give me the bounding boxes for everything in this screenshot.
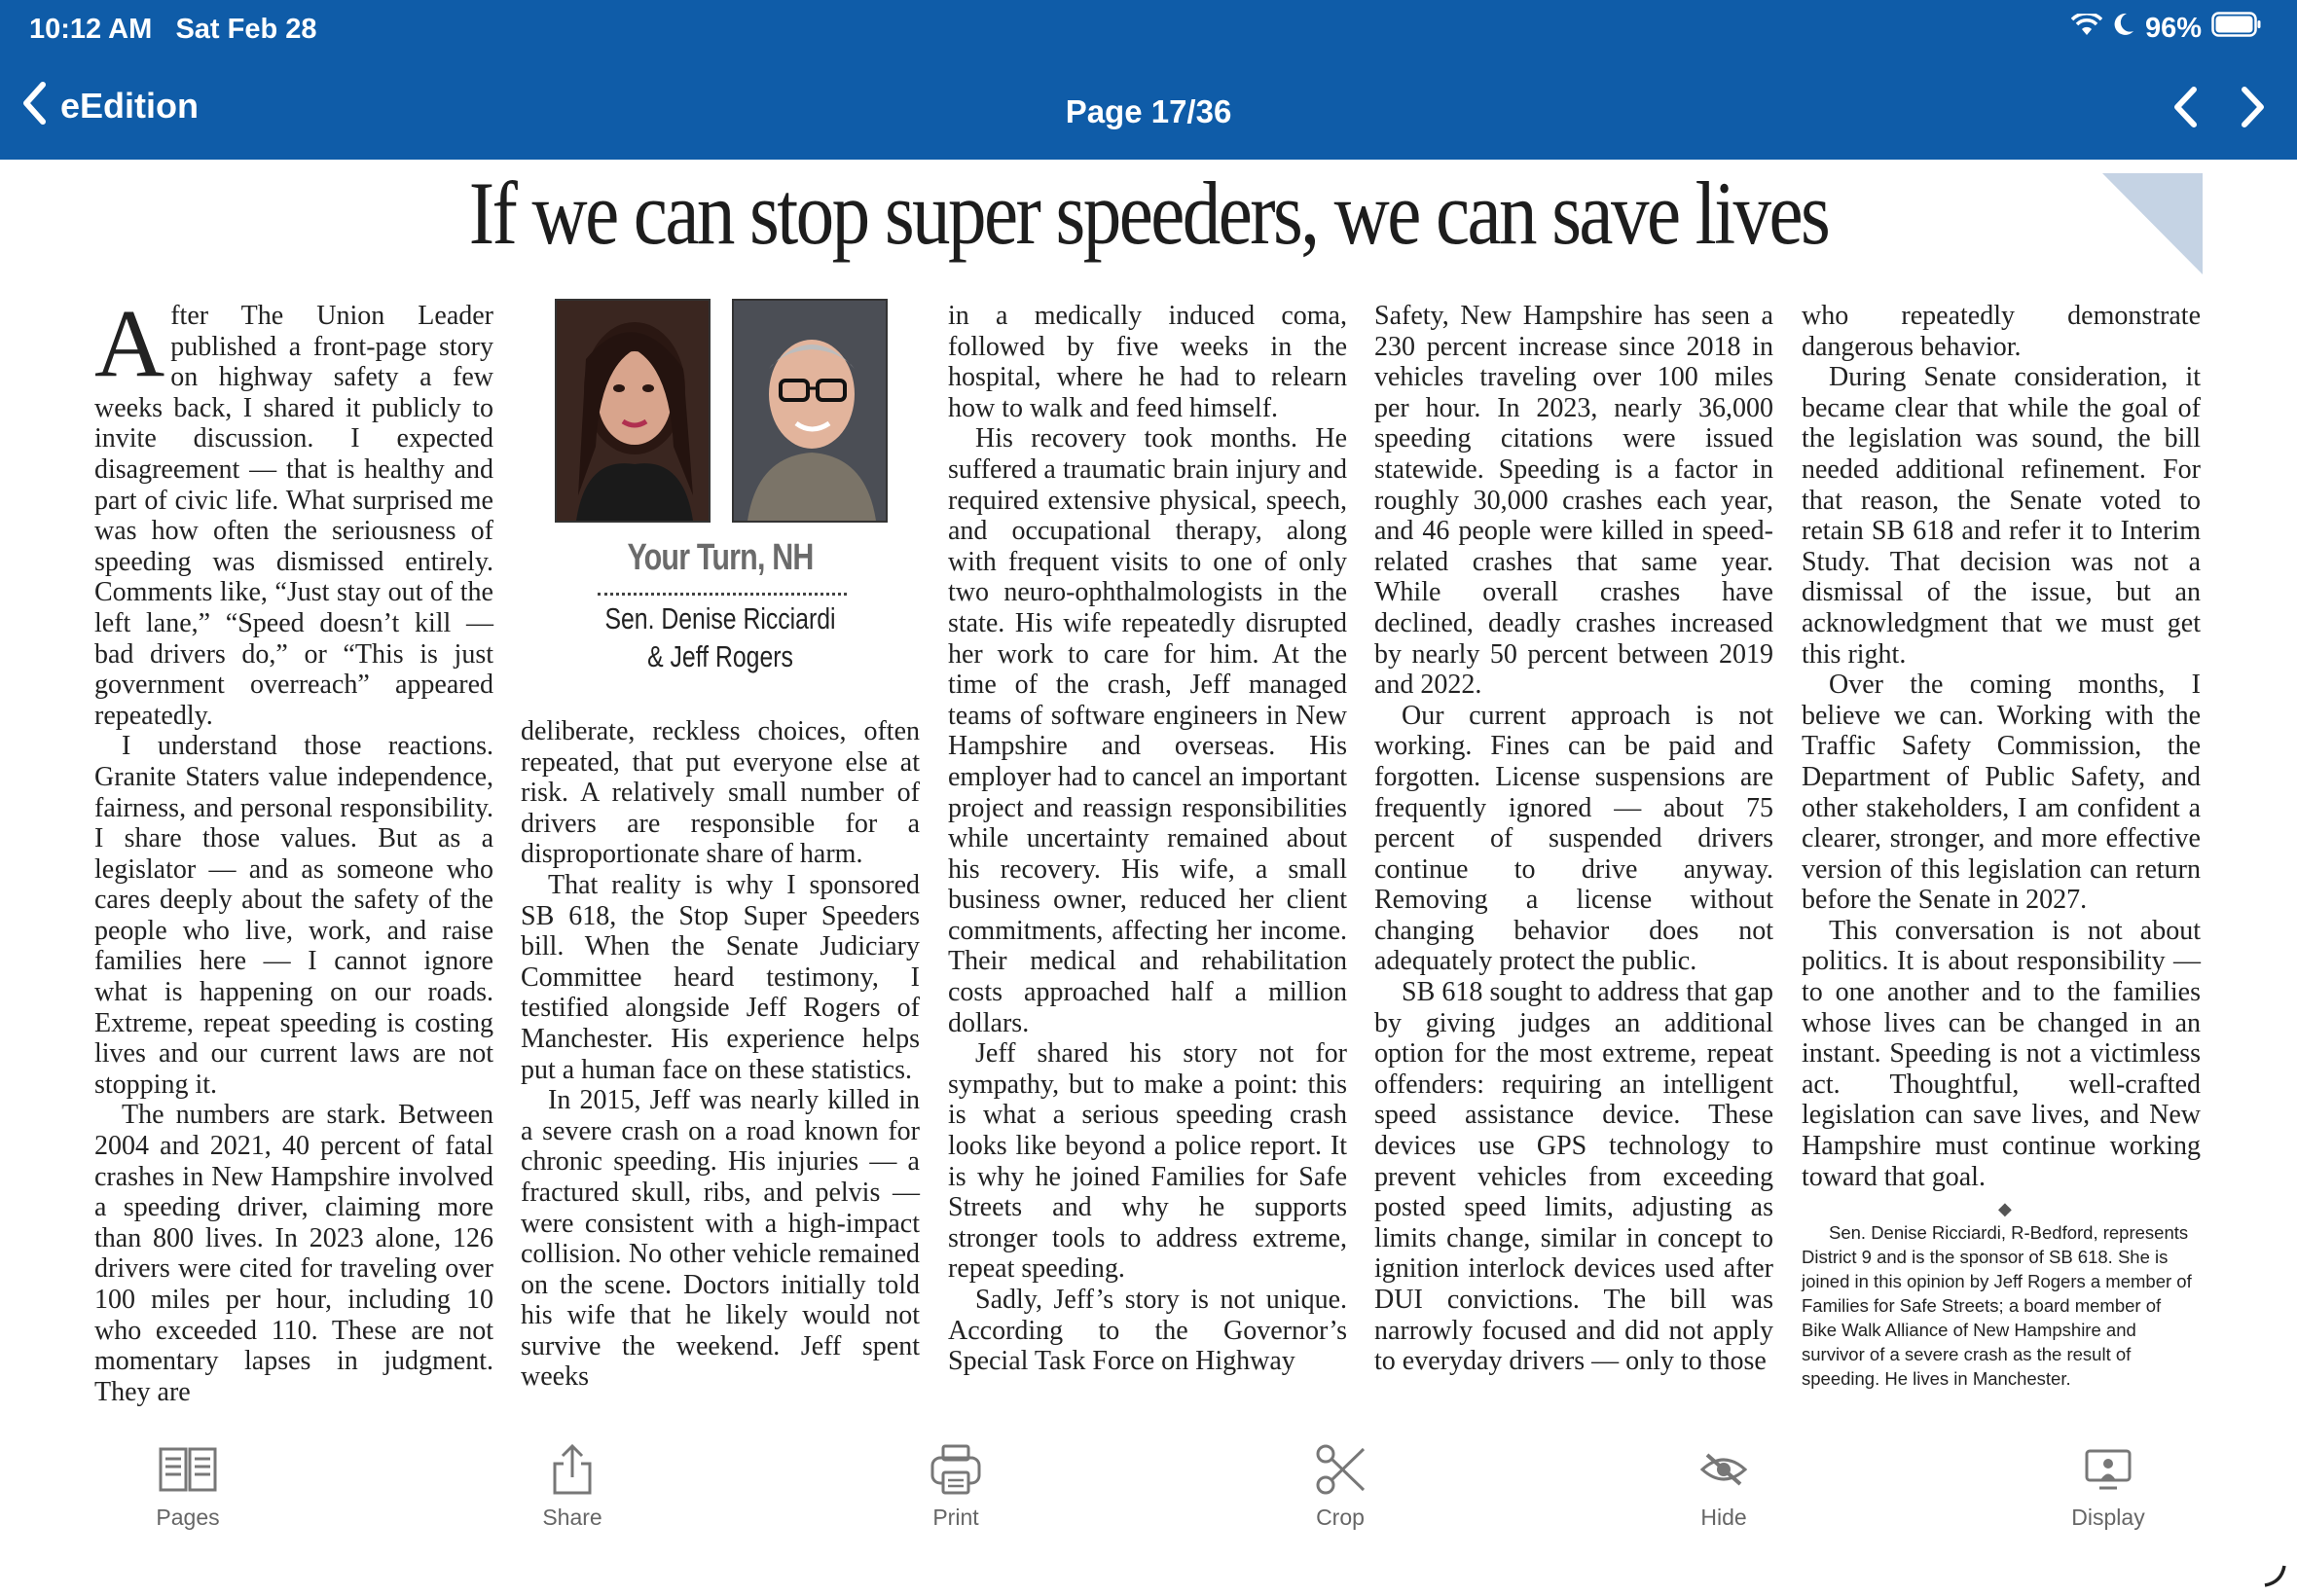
paragraph: That reality is why I sponsored SB 618, the Stop Super Speeders bill. When the Senate Judiciary Committee heard testimony, I testified alongside Jeff Rogers of Manchester. His experience helps put a human face on these statistics. [521,869,920,1085]
drop-cap: A [94,289,165,397]
bottom-toolbar [0,1431,2297,1596]
page-corner-fold[interactable] [2102,173,2203,274]
wifi-icon [2071,13,2102,45]
article-column-4 [1374,301,1773,1377]
author-note-text: Sen. Denise Ricciardi, R-Bedford, represents District 9 and is the sponsor of SB 618. She is joined in this opinion by Jeff Rogers a member of Families for Safe Streets; a board member of Bike Walk Alliance of New Hampshire and survivor of a severe crash as the result of speeding. He lives in Manchester. [1802,1222,2192,1389]
article-column-1 [94,289,493,1407]
paragraph: Sadly, Jeff’s story is not unique. According to the Governor’s Special Task Force on Highway [948,1285,1347,1377]
author-note [1802,1220,2201,1391]
share-button[interactable] [475,1440,670,1531]
back-label: eEdition [60,85,199,126]
author-photo-ricciardi [555,299,711,523]
status-bar-datetime [29,14,317,46]
paragraph: in a medically induced coma, followed by five weeks in the hospital, where he had to relearn how to walk and feed himself. [948,301,1347,423]
byline [561,599,880,675]
top-bar [0,0,2297,160]
battery-percent: 96% [2144,12,2202,44]
author-name: Sen. Denise Ricciardi [604,601,836,635]
byline-divider [598,593,847,596]
paragraph: Safety, New Hampshire has seen a 230 percent increase since 2018 in vehicles traveling over 100 miles per hour. In 2023, nearly 36,000 speeding citations were issued statewide. Speeding is a factor in roughly 30,000 crashes each year, and 46 people were killed in speed-related crashes that same year. While overall crashes have declined, deadly crashes increased by nearly 50 percent between 2019 and 2022. [1374,301,1773,701]
display-icon [2011,1440,2206,1499]
article-column-2 [521,716,920,1393]
display-button[interactable] [2011,1440,2206,1531]
article-column-5 [1802,301,2201,1192]
print-icon [858,1440,1053,1499]
author-photo-rogers [732,299,888,523]
page-nav [2170,86,2268,133]
moon-icon [2112,12,2135,45]
battery-icon [2211,12,2262,45]
paragraph: deliberate, reckless choices, often repeated, that put everyone else at risk. A relatively small number of drivers are responsible for a disproportionate share of harm. [521,716,920,870]
status-bar-indicators [2071,12,2262,45]
end-mark: ◆ [1998,1199,2012,1218]
paragraph: His recovery took months. He suffered a traumatic brain injury and required extensive physical, speech, and occupational therapy, along with frequent visits to one of only two neuro-ophthalmologists in the state. His wife repeatedly disrupted her work to care for him. At the time of the crash, Jeff managed teams of software engineers in New Hampshire and overseas. His employer had to cancel an important project and reassign responsibilities while uncertainty remained about his recovery. His wife, a small business owner, reduced her client commitments, affecting her income. Their medical and rehabilitation costs approached half a million dollars. [948,423,1347,1038]
paragraph: who repeatedly demonstrate dangerous behavior. [1802,301,2201,362]
display-label: Display [2071,1505,2145,1530]
previous-page-button[interactable] [2170,86,2200,133]
paragraph-text: fter The Union Leader published a front-page story on highway safety a few weeks back, I shared it publicly to invite discussion. I expected disagreement — that is healthy and part of civic life. What surprised me was how often the seriousness of speeding was dismissed entirely. Comments like, “Just stay out of the left lane,” “Speed doesn’t kill — bad drivers do,” or “This is just government overreach” appeared repeatedly. [94,301,493,731]
crop-button[interactable] [1243,1440,1438,1531]
share-icon [475,1440,670,1499]
paragraph: This conversation is not about politics. It is about responsibility — to one another and to the families whose lives can be changed in an instant. Speeding is not a victimless act. Thoughtful, well-crafted legislation can save lives, and New Hampshire must continue working toward that goal. [1802,915,2201,1192]
paragraph: Jeff shared his story not for sympathy, but to make a point: this is what a serious speeding crash looks like beyond a police report. It is why he joined Families for Safe Streets and why he supports stronger tools to address extreme, repeat speeding. [948,1038,1347,1285]
author-name: & Jeff Rogers [647,639,793,673]
eye-slash-icon [1626,1440,1821,1499]
paragraph: I understand those reactions. Granite Staters value independence, fairness, and personal responsibility. I share those values. But as a legislator — and as someone who cares deeply about the safety of the people who live, work, and raise families here — I cannot ignore what is happening on our roads. Extreme, repeat speeding is costing lives and our current laws are not stopping it. [94,731,493,1100]
pages-icon [91,1440,285,1499]
paragraph: Over the coming months, I believe we can. Working with the Traffic Safety Commission, the Department of Public Safety, and other stakeholders, I am confident a clearer, stronger, and more effective version of this legislation can return before the Senate in 2027. [1802,670,2201,916]
hide-label: Hide [1700,1505,1747,1530]
resize-handle-icon[interactable] [2262,1563,2287,1588]
page-indicator: Page 17/36 [1065,93,1232,129]
article-headline: If we can stop super speeders, we can save lives [468,163,1829,263]
pages-label: Pages [156,1505,220,1530]
section-title: Your Turn, NH [627,537,814,578]
paragraph: Our current approach is not working. Fines can be paid and forgotten. License suspensions are frequently ignored — about 75 percent of suspended drivers continue to drive anyway. Removing a license without changing behavior does not adequately protect the public. [1374,700,1773,977]
status-time: 10:12 AM [29,14,153,45]
paragraph: The numbers are stark. Between 2004 and 2021, 40 percent of fatal crashes in New Hampshire involved a speeding driver, claiming more than 800 lives. In 2023 alone, 126 drivers were cited for traveling over 100 miles per hour, including 10 who exceeded 110. These are not momentary lapses in judgment. They are [94,1100,493,1407]
article-column-3 [948,301,1347,1377]
crop-label: Crop [1316,1505,1365,1530]
print-button[interactable] [858,1440,1053,1531]
status-date: Sat Feb 28 [175,14,317,45]
scissors-icon [1243,1440,1438,1499]
paragraph [94,289,493,731]
next-page-button[interactable] [2239,86,2268,133]
paragraph: During Senate consideration, it became clear that while the goal of the legislation was sound, the bill needed additional refinement. For that reason, the Senate voted to retain SB 618 and refer it to Interim Study. That decision was not a dismissal of the issue, but an acknowledgment that we must get this right. [1802,362,2201,670]
paragraph: SB 618 sought to address that gap by giving judges an additional option for the most extreme, repeat offenders: requiring an intelligent speed assistance device. These devices use GPS technology to prevent vehicles from exceeding posted speed limits, adjusting as limits change, similar in concept to ignition interlock devices used after DUI convictions. The bill was narrowly focused and did not apply to everyday drivers — only to those [1374,977,1773,1377]
hide-button[interactable] [1626,1440,1821,1531]
share-label: Share [542,1505,602,1530]
pages-button[interactable] [91,1440,285,1531]
paragraph: In 2015, Jeff was nearly killed in a severe crash on a road known for chronic speeding. His injuries — a fractured skull, ribs, and pelvis — were consistent with a high-impact collision. No other vehicle remained on the scene. Doctors initially told his wife that he likely would not survive the weekend. Jeff spent weeks [521,1085,920,1393]
print-label: Print [932,1505,979,1530]
